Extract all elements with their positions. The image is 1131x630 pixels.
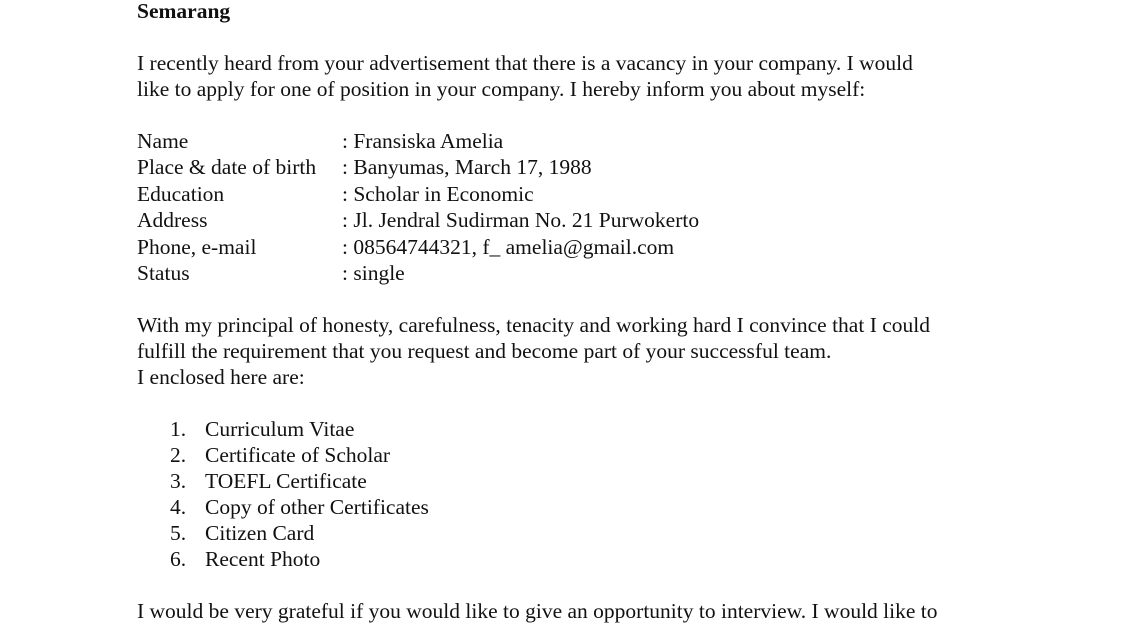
letter-document [137,0,1017,624]
info-row-address [137,207,1017,233]
closing-line-3: I enclosed here are: [137,365,305,390]
info-row-education [137,181,1017,207]
list-number: 5. [170,521,187,546]
info-label: Address [137,208,208,233]
intro-line-1: I recently heard from your advertisement that there is a vacancy in your company. I would [137,51,913,75]
list-item [170,468,1017,494]
info-value: : 08564744321, f_ amelia@gmail.com [342,234,675,259]
enclosures-list [170,416,1017,572]
list-number: 2. [170,443,187,468]
info-value: : Banyumas, March 17, 1988 [342,155,592,180]
info-value: : Scholar in Economic [342,181,534,206]
spacer [137,572,1017,598]
info-row-name [137,128,1017,154]
final-line: I would be very grateful if you would like to give an opportunity to interview. I would like to [137,599,938,624]
info-label: Name [137,129,189,153]
list-item [170,416,1017,442]
info-value: : single [342,260,405,285]
info-value: : Jl. Jendral Sudirman No. 21 Purwokerto [342,208,700,233]
list-number: 4. [170,495,187,520]
info-label: Status [137,260,190,285]
info-row-contact [137,234,1017,260]
info-label: Place & date of birth [137,155,317,180]
personal-info-table [137,128,1017,286]
list-text: Curriculum Vitae [205,417,355,442]
list-text: Certificate of Scholar [205,443,391,468]
list-item [170,442,1017,468]
list-item [170,546,1017,572]
info-row-status [137,260,1017,286]
info-row-birth [137,154,1017,180]
list-item [170,494,1017,520]
list-text: Citizen Card [205,521,315,546]
list-text: Copy of other Certificates [205,495,429,520]
list-text: Recent Photo [205,547,321,572]
closing-line-1: With my principal of honesty, carefulness, tenacity and working hard I convince that I could [137,313,930,338]
list-item [170,520,1017,546]
list-number: 3. [170,469,187,494]
letter-city: Semarang [137,0,231,23]
list-number: 1. [170,417,187,442]
info-value: : Fransiska Amelia [342,129,504,153]
spacer [137,24,1017,50]
spacer [137,102,1017,128]
list-text: TOEFL Certificate [205,469,367,494]
info-label: Phone, e-mail [137,234,257,259]
spacer [137,286,1017,312]
closing-line-2: fulfill the requirement that you request and become part of your successful team. [137,339,832,364]
list-number: 6. [170,547,187,572]
info-label: Education [137,181,225,206]
spacer [137,390,1017,416]
intro-line-2: like to apply for one of position in your company. I hereby inform you about myself: [137,77,866,101]
